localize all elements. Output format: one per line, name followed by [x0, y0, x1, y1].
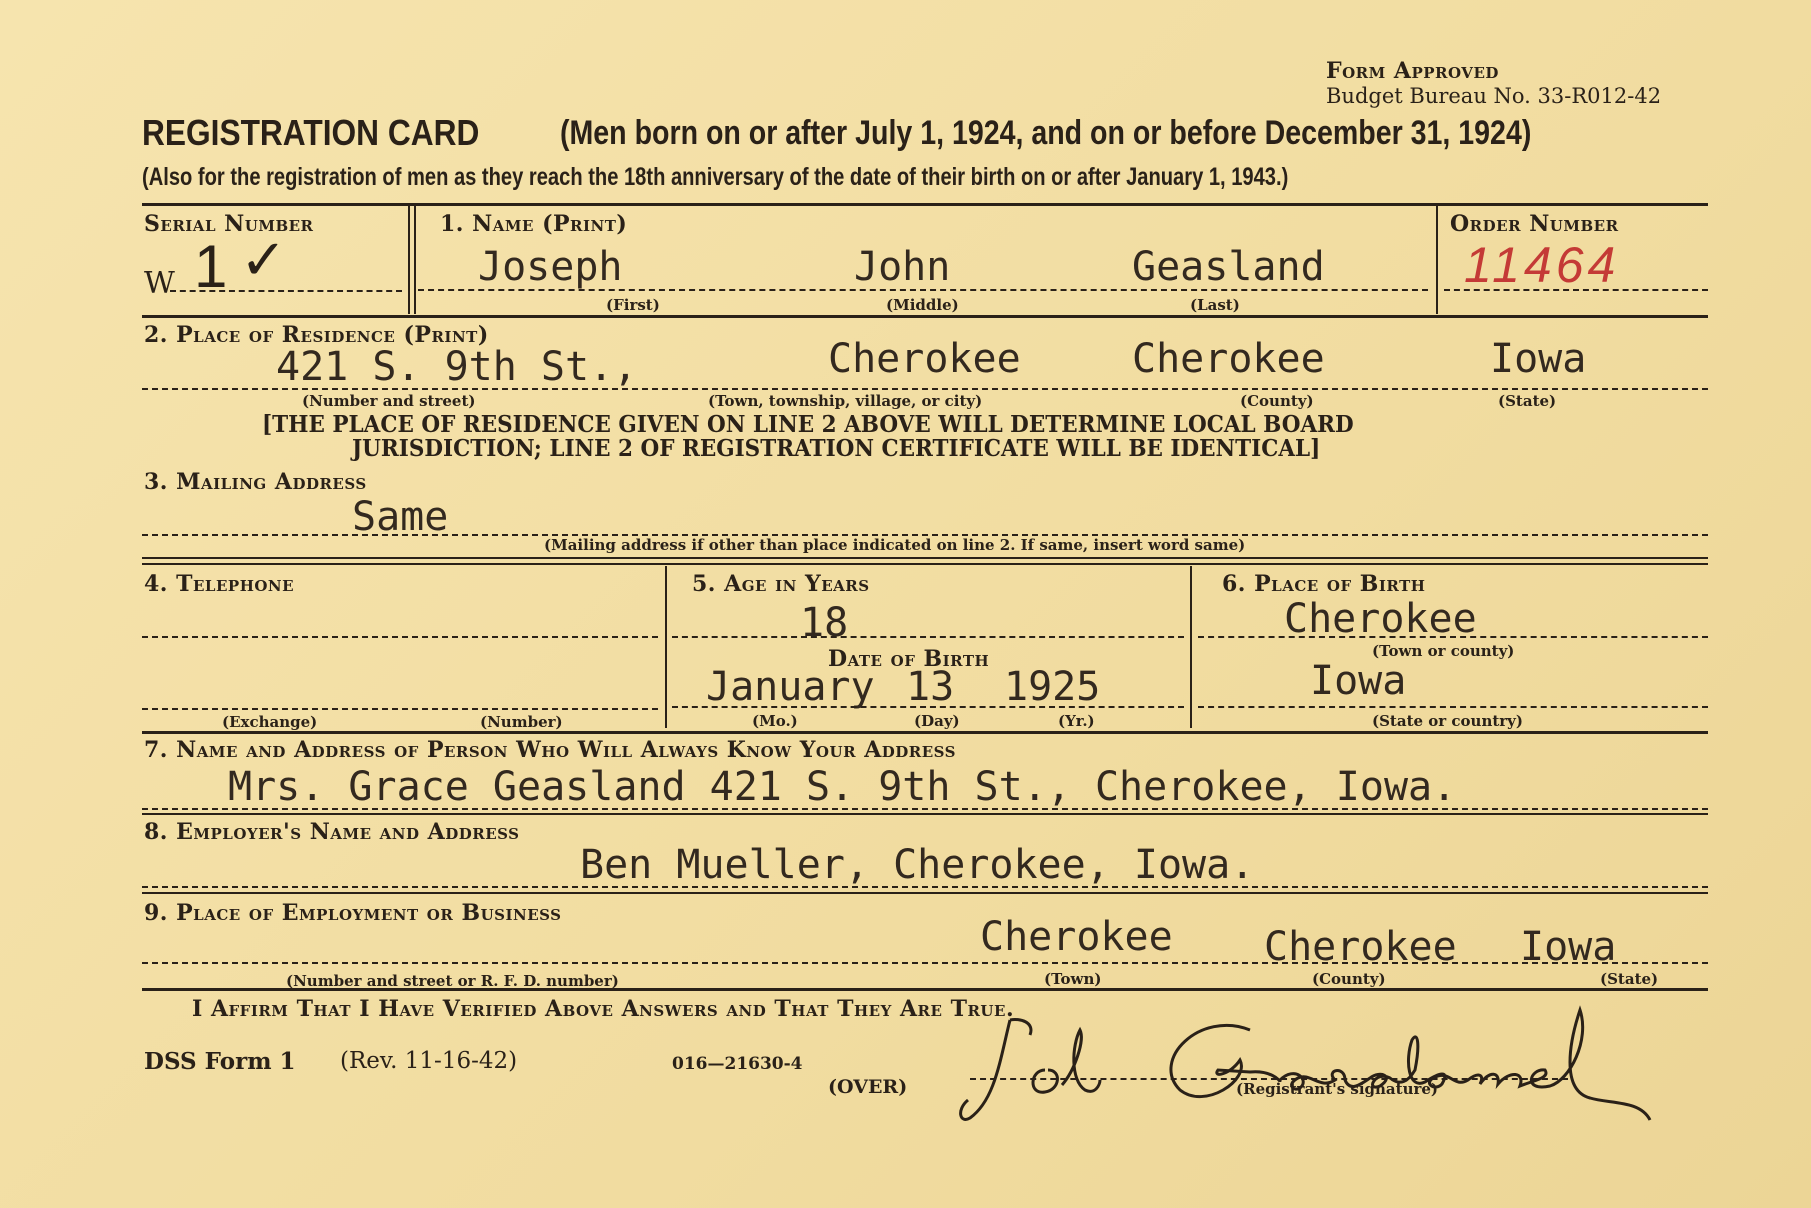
middle-caption: (Middle): [886, 296, 959, 314]
number-caption: (Number): [480, 713, 563, 731]
telephone-label: 4. Telephone: [144, 571, 295, 597]
employment-state-caption: (State): [1600, 970, 1659, 988]
employment-town: Cherokee: [980, 914, 1173, 960]
order-number-value: 11464: [1464, 237, 1620, 293]
mailing-label: 3. Mailing Address: [144, 469, 367, 495]
age-value: 18: [800, 600, 849, 646]
affirmation: I Affirm That I Have Verified Above Answers and That They Are True.: [192, 996, 1015, 1022]
residence-county: Cherokee: [1132, 336, 1325, 382]
employment-county: Cherokee: [1264, 924, 1457, 970]
last-caption: (Last): [1190, 296, 1240, 314]
age-label: 5. Age in Years: [692, 571, 870, 597]
birth-town-caption: (Town or county): [1372, 642, 1515, 660]
dob-label: Date of Birth: [828, 646, 990, 672]
state-caption: (State): [1498, 392, 1557, 410]
day-caption: (Day): [914, 712, 960, 730]
dob-day: 13: [906, 664, 955, 710]
middle-name-value: John: [854, 244, 951, 290]
exchange-caption: (Exchange): [222, 713, 318, 731]
dob-year: 1925: [1004, 664, 1101, 710]
check-mark-icon: ✓: [240, 228, 287, 293]
order-label: Order Number: [1450, 211, 1619, 237]
also-for-note: (Also for the registration of men as they reach the 18th anniversary of the date of their birth on or after January 1, 1943.): [142, 163, 1289, 191]
jurisdiction-notice-1: [THE PLACE OF RESIDENCE GIVEN ON LINE 2 ABOVE WILL DETERMINE LOCAL BOARD: [262, 411, 1354, 438]
mailing-caption: (Mailing address if other than place indicated on line 2. If same, insert word same): [544, 536, 1246, 554]
form-revision: (Rev. 11-16-42): [340, 1048, 518, 1074]
birth-state-caption: (State or country): [1372, 712, 1523, 730]
budget-bureau: Budget Bureau No. 33-R012-42: [1326, 84, 1662, 108]
last-name-value: Geasland: [1132, 244, 1325, 290]
birth-state: Iowa: [1310, 658, 1407, 704]
street-caption: (Number and street): [302, 392, 476, 410]
town-caption: (Town, township, village, or city): [708, 392, 983, 410]
mailing-value: Same: [352, 494, 449, 540]
over-note: (OVER): [828, 1076, 908, 1098]
rule: [142, 203, 1708, 206]
signature-image: [950, 1000, 1710, 1130]
employer-value: Ben Mueller, Cherokee, Iowa.: [580, 842, 1255, 888]
employer-label: 8. Employer's Name and Address: [144, 819, 520, 845]
signature-caption: (Registrant's signature): [1236, 1080, 1439, 1098]
eligibility-note: (Men born on or after July 1, 1924, and on or before December 31, 1924): [560, 114, 1532, 152]
employment-town-caption: (Town): [1044, 970, 1102, 988]
employment-state: Iowa: [1520, 924, 1617, 970]
jurisdiction-notice-2: JURISDICTION; LINE 2 OF REGISTRATION CERTIFICATE WILL BE IDENTICAL]: [352, 435, 1321, 462]
print-code: 016—21630-4: [672, 1054, 803, 1074]
month-caption: (Mo.): [752, 712, 798, 730]
birth-town: Cherokee: [1284, 596, 1477, 642]
year-caption: (Yr.): [1058, 712, 1095, 730]
first-name-value: Joseph: [478, 244, 623, 290]
serial-value: 1: [194, 233, 228, 300]
contact-label: 7. Name and Address of Person Who Will Always Know Your Address: [144, 737, 957, 763]
dob-month: January: [706, 664, 875, 710]
birthplace-label: 6. Place of Birth: [1222, 571, 1426, 597]
employment-county-caption: (County): [1312, 970, 1386, 988]
form-approved: Form Approved: [1326, 58, 1499, 84]
residence-street: 421 S. 9th St.,: [276, 344, 638, 390]
first-caption: (First): [606, 296, 660, 314]
employment-street-caption: (Number and street or R. F. D. number): [286, 972, 619, 990]
form-id: DSS Form 1: [144, 1048, 296, 1075]
serial-label: Serial Number: [144, 211, 314, 237]
name-label: 1. Name (Print): [440, 211, 628, 237]
residence-state: Iowa: [1490, 336, 1587, 382]
contact-value: Mrs. Grace Geasland 421 S. 9th St., Cherokee, Iowa.: [228, 764, 1457, 810]
residence-town: Cherokee: [828, 336, 1021, 382]
card-title: REGISTRATION CARD: [142, 112, 480, 153]
serial-prefix: W: [144, 266, 175, 301]
county-caption: (County): [1240, 392, 1314, 410]
residence-label: 2. Place of Residence (Print): [144, 322, 489, 348]
employment-label: 9. Place of Employment or Business: [144, 900, 562, 926]
